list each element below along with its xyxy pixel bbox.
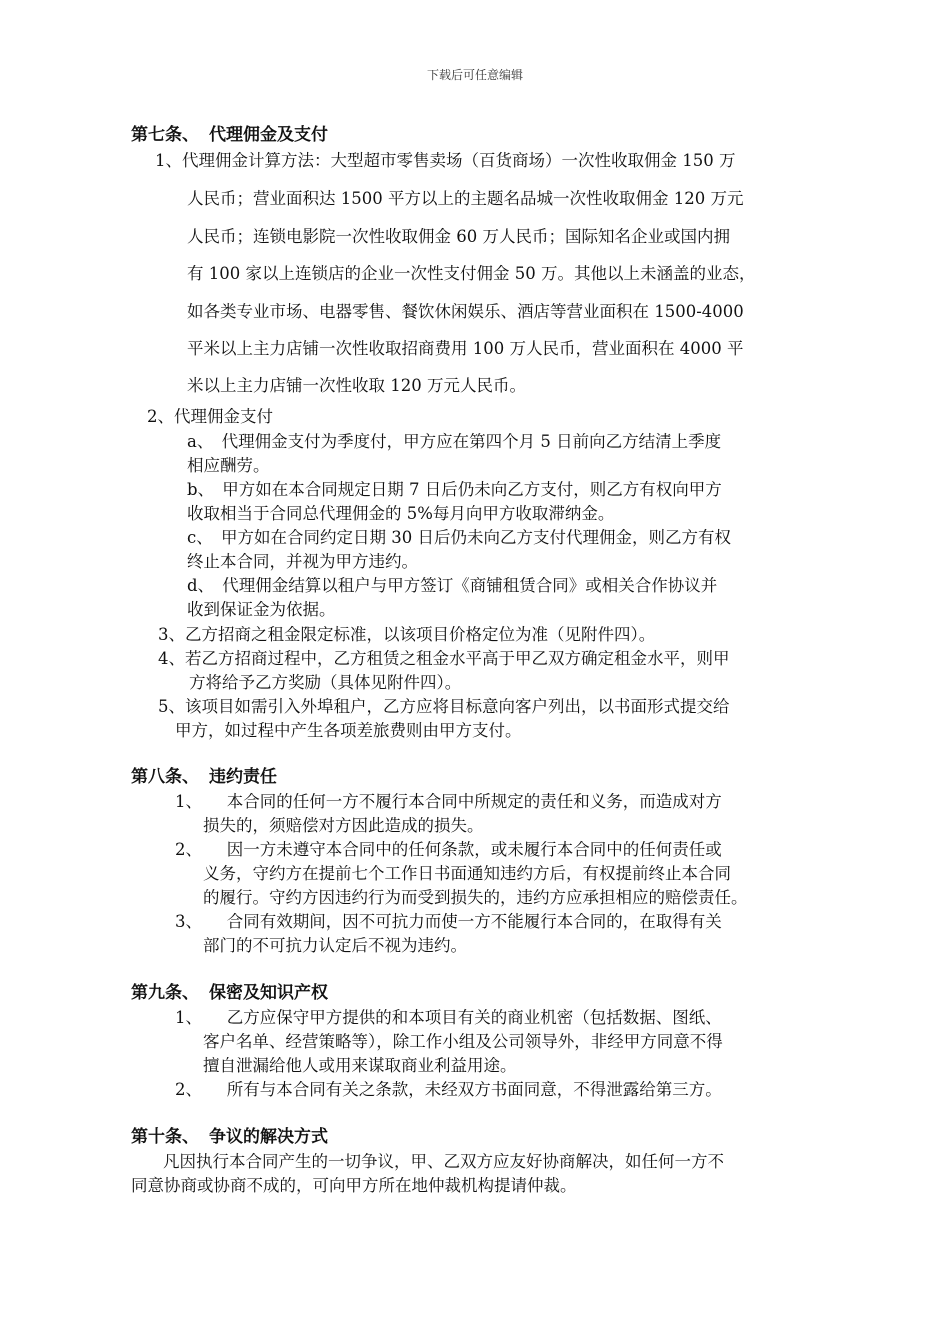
- section-9-line: 擅自泄漏给他人或用来谋取商业利益用途。: [203, 1056, 517, 1075]
- section-7-line: 相应酬劳。: [187, 456, 270, 475]
- section-7-line: 人民币；连锁电影院一次性收取佣金 60 万人民币；国际知名企业或国内拥: [187, 227, 730, 246]
- section-9-line: 2、 所有与本合同有关之条款，未经双方书面同意，不得泄露给第三方。: [175, 1080, 722, 1099]
- section-8-line: 义务，守约方在提前七个工作日书面通知违约方后，有权提前终止本合同: [203, 864, 731, 883]
- section-8-line: 的履行。守约方因违约行为而受到损失的，违约方应承担相应的赔偿责任。: [203, 888, 748, 907]
- section-7-line: 如各类专业市场、电器零售、餐饮休闲娱乐、酒店等营业面积在 1500-4000: [187, 302, 744, 321]
- page-header: 下载后可任意编辑: [426, 68, 523, 82]
- section-9-heading: 保密及知识产权: [209, 983, 328, 1003]
- section-7-line: 2、代理佣金支付: [147, 407, 273, 426]
- section-7-line: c、 甲方如在合同约定日期 30 日后仍未向乙方支付代理佣金，则乙方有权: [187, 528, 731, 547]
- section-10-heading: 争议的解决方式: [209, 1127, 328, 1147]
- section-7-line: 3、乙方招商之租金限定标准，以该项目价格定位为准（见附件四）。: [158, 625, 656, 644]
- section-8-line: 1、 本合同的任何一方不履行本合同中所规定的责任和义务，而造成对方: [175, 792, 722, 811]
- section-7-line: 收取相当于合同总代理佣金的 5%每月向甲方收取滞纳金。: [187, 504, 615, 523]
- section-9-title: [131, 982, 328, 1004]
- section-9-line: 1、 乙方应保守甲方提供的和本项目有关的商业机密（包括数据、图纸、: [175, 1008, 722, 1027]
- section-7-line: 米以上主力店铺一次性收取 120 万元人民币。: [187, 376, 526, 395]
- section-9-number: 第九条、: [131, 983, 199, 1003]
- section-10-line: 同意协商或协商不成的，可向甲方所在地仲裁机构提请仲裁。: [131, 1176, 577, 1195]
- section-7-heading: 代理佣金及支付: [209, 125, 328, 145]
- section-7-line: 方将给予乙方奖励（具体见附件四）。: [189, 673, 462, 692]
- section-7-line: b、 甲方如在本合同规定日期 7 日后仍未向乙方支付，则乙方有权向甲方: [187, 480, 722, 499]
- section-7-title: [131, 124, 328, 146]
- section-7-line: d、 代理佣金结算以租户与甲方签订《商铺租赁合同》或相关合作协议并: [187, 576, 718, 595]
- section-7-line: 平米以上主力店铺一次性收取招商费用 100 万人民币，营业面积在 4000 平: [187, 339, 744, 358]
- section-8-number: 第八条、: [131, 767, 199, 787]
- section-7-line: 4、若乙方招商过程中，乙方租赁之租金水平高于甲乙双方确定租金水平，则甲: [158, 649, 730, 668]
- section-10-line: 凡因执行本合同产生的一切争议，甲、乙双方应友好协商解决，如任何一方不: [163, 1152, 724, 1171]
- section-8-heading: 违约责任: [209, 767, 277, 787]
- section-8-line: 部门的不可抗力认定后不视为违约。: [203, 936, 467, 955]
- section-9-line: 客户名单、经营策略等），除工作小组及公司领导外，非经甲方同意不得: [203, 1032, 723, 1051]
- section-10-number: 第十条、: [131, 1127, 199, 1147]
- section-8-line: 2、 因一方未遵守本合同中的任何条款，或未履行本合同中的任何责任或: [175, 840, 722, 859]
- section-7-line: 人民币；营业面积达 1500 平方以上的主题名品城一次性收取佣金 120 万元: [187, 189, 744, 208]
- section-8-title: [131, 766, 277, 788]
- section-7-line: 甲方，如过程中产生各项差旅费则由甲方支付。: [175, 721, 522, 740]
- section-8-line: 3、 合同有效期间，因不可抗力而使一方不能履行本合同的，在取得有关: [175, 912, 722, 931]
- section-7-number: 第七条、: [131, 125, 199, 145]
- section-7-line: 5、该项目如需引入外埠租户，乙方应将目标意向客户列出，以书面形式提交给: [158, 697, 730, 716]
- section-7-line: 1、代理佣金计算方法：大型超市零售卖场（百货商场）一次性收取佣金 150 万: [155, 151, 736, 170]
- section-10-title: [131, 1126, 328, 1148]
- section-7-line: 有 100 家以上连锁店的企业一次性支付佣金 50 万。其他以上未涵盖的业态，: [187, 264, 756, 283]
- section-7-line: a、 代理佣金支付为季度付，甲方应在第四个月 5 日前向乙方结清上季度: [187, 432, 722, 451]
- section-7-line: 终止本合同，并视为甲方违约。: [187, 552, 418, 571]
- section-8-line: 损失的，须赔偿对方因此造成的损失。: [203, 816, 484, 835]
- section-7-line: 收到保证金为依据。: [187, 600, 336, 619]
